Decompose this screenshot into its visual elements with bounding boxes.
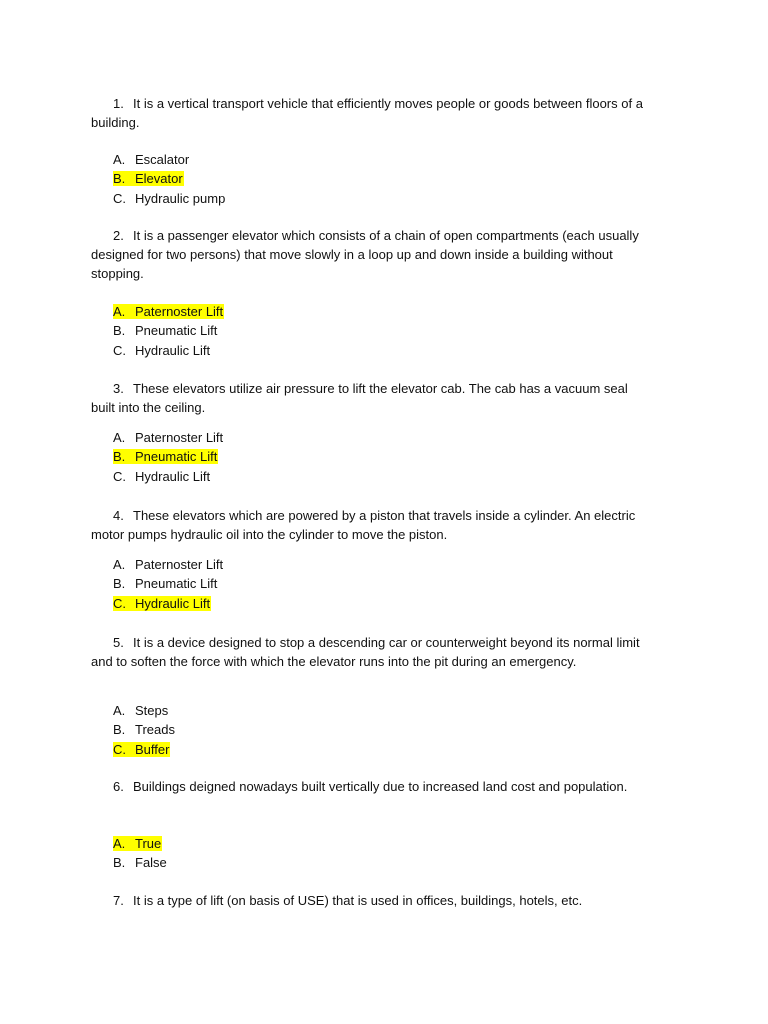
question-number: 6. xyxy=(113,779,124,794)
question-number: 2. xyxy=(113,228,124,243)
question-stem: It is a passenger elevator which consists of a chain of open compartments (each usually designed for two persons) that move slowly in a loop up and down inside a building without stopping. xyxy=(91,228,639,281)
question-stem: These elevators utilize air pressure to lift the elevator cab. The cab has a vacuum seal built into the ceiling. xyxy=(91,381,628,415)
option-a: A. Paternoster Lift xyxy=(113,557,224,572)
question-number: 3. xyxy=(113,381,124,396)
question-number: 1. xyxy=(113,96,124,111)
option-a: A. Paternoster Lift xyxy=(113,430,224,445)
option-c: C. Hydraulic pump xyxy=(113,190,226,206)
question-2 xyxy=(91,226,651,283)
question-number: 4. xyxy=(113,508,124,523)
option-b-correct: B. Pneumatic Lift xyxy=(113,449,218,465)
options-6 xyxy=(113,834,167,873)
question-4 xyxy=(91,506,651,544)
question-number: 5. xyxy=(113,635,124,650)
option-c-correct: C. Hydraulic Lift xyxy=(113,595,211,611)
question-7 xyxy=(91,891,651,910)
question-stem: These elevators which are powered by a piston that travels inside a cylinder. An electric motor pumps hydraulic oil into the cylinder to move the piston. xyxy=(91,508,636,542)
options-3 xyxy=(113,428,223,486)
question-stem: It is a device designed to stop a descending car or counterweight beyond its normal limit and to soften the force with which the elevator runs into the pit during an emergency. xyxy=(91,635,640,669)
option-a-correct: A. Paternoster Lift xyxy=(113,304,224,319)
option-b: B. Pneumatic Lift xyxy=(113,576,218,592)
question-stem: It is a type of lift (on basis of USE) that is used in offices, buildings, hotels, etc. xyxy=(133,893,583,908)
option-b: B. Treads xyxy=(113,722,175,738)
question-6 xyxy=(91,777,651,796)
options-1 xyxy=(113,150,225,208)
option-b-correct: B. Elevator xyxy=(113,171,183,187)
options-2 xyxy=(113,302,224,360)
question-3 xyxy=(91,379,651,417)
option-b: B. Pneumatic Lift xyxy=(113,323,218,339)
option-a-correct: A. True xyxy=(113,836,162,851)
options-4 xyxy=(113,555,223,613)
option-c-correct: C. Buffer xyxy=(113,741,170,757)
question-number: 7. xyxy=(113,893,124,908)
option-c: C. Hydraulic Lift xyxy=(113,342,211,358)
option-a: A. Steps xyxy=(113,703,169,718)
option-b: B. False xyxy=(113,855,167,871)
options-5 xyxy=(113,701,175,759)
question-5 xyxy=(91,633,651,671)
question-stem: Buildings deigned nowadays built vertically due to increased land cost and population. xyxy=(133,779,628,794)
question-1 xyxy=(91,94,651,132)
question-stem: It is a vertical transport vehicle that efficiently moves people or goods between floors of a building. xyxy=(91,96,643,130)
option-a: A. Escalator xyxy=(113,152,190,167)
option-c: C. Hydraulic Lift xyxy=(113,468,211,484)
